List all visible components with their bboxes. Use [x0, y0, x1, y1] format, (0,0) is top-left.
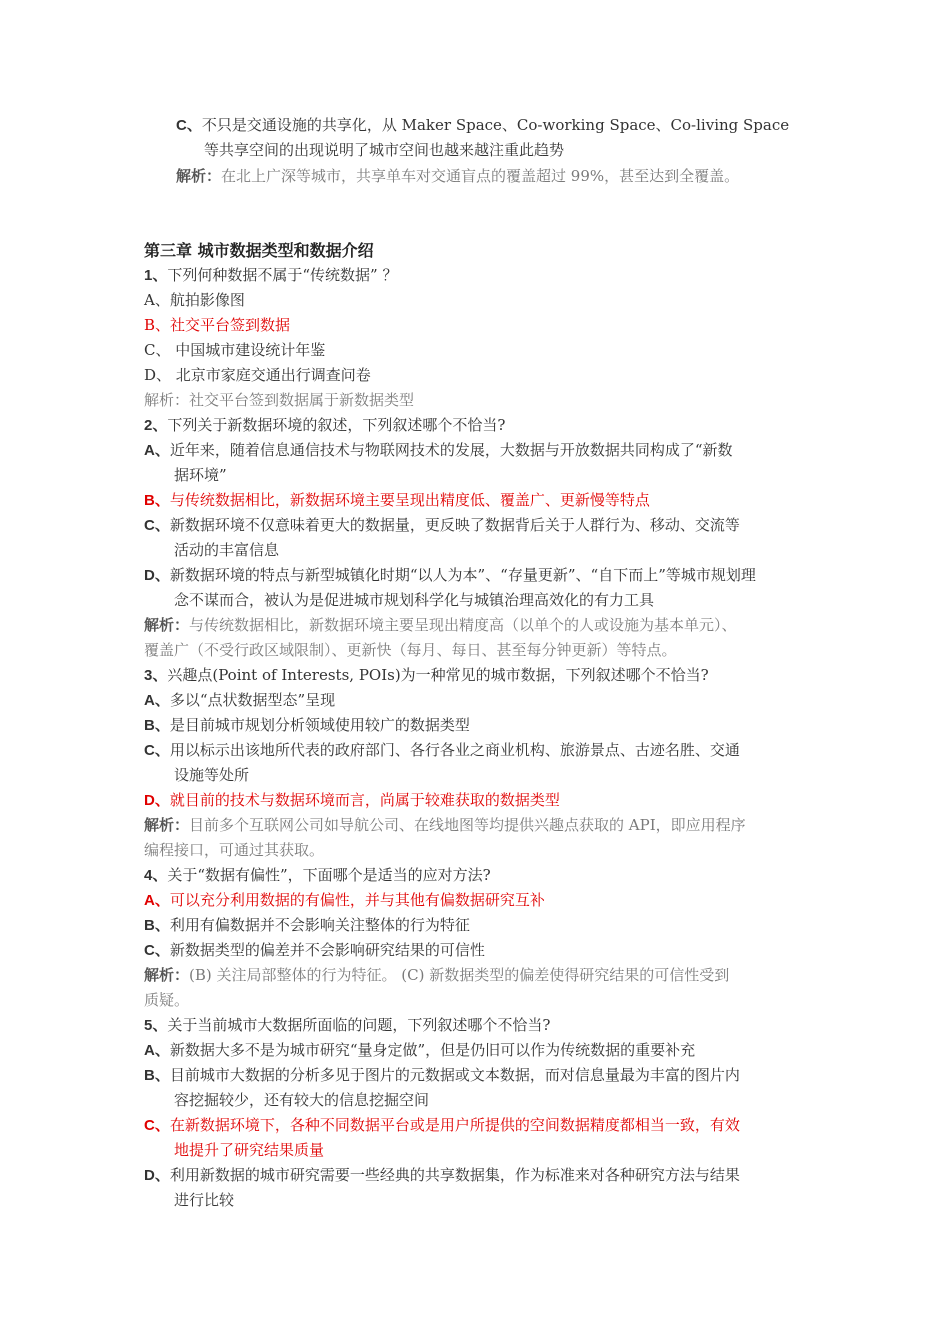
- q4-stem: [144, 863, 491, 888]
- q3-explanation: [144, 813, 746, 838]
- q4-option-c: [144, 938, 485, 963]
- q5-option-b: [144, 1063, 740, 1088]
- q1-explanation: 解析：社交平台签到数据属于新数据类型: [144, 391, 415, 409]
- option-letter: C、: [144, 742, 170, 759]
- option-letter: C、: [144, 517, 170, 534]
- q4-option-b: [144, 913, 470, 938]
- q3-stem: [144, 663, 709, 688]
- explanation-label: 解析：: [144, 816, 190, 834]
- q2-explanation-cont: 覆盖广（不受行政区域限制）、更新快（每月、每日、甚至每分钟更新）等特点。: [144, 641, 677, 659]
- q2-option-c-cont: 活动的丰富信息: [174, 541, 280, 559]
- q5-option-c-cont: 地提升了研究结果质量: [174, 1141, 325, 1159]
- q3-explanation-cont: 编程接口，可通过其获取。: [144, 841, 325, 859]
- question-number: 5、: [144, 1017, 168, 1034]
- question-text: 关于“数据有偏性”，下面哪个是适当的应对方法?: [167, 866, 491, 884]
- q2-option-a: [144, 438, 733, 463]
- q1-option-b: B、社交平台签到数据: [144, 316, 291, 334]
- question-number: 1、: [144, 267, 168, 284]
- q5-stem: [144, 1013, 550, 1038]
- q5-option-c: [144, 1113, 740, 1138]
- explanation-label: 解析：: [144, 616, 190, 634]
- prev-option-c-cont: 等共享空间的出现说明了城市空间也越来越注重此趋势: [204, 141, 565, 159]
- q1-stem: [144, 263, 397, 288]
- option-letter: B、: [144, 492, 170, 509]
- question-text: 下列何种数据不属于“传统数据” ？: [167, 266, 398, 284]
- option-letter: A、: [144, 892, 170, 909]
- chapter-title: 第三章 城市数据类型和数据介绍: [144, 241, 374, 260]
- prev-option-c: [176, 113, 789, 138]
- option-letter: B、: [144, 1067, 170, 1084]
- option-text: 近年来，随着信息通信技术与物联网技术的发展，大数据与开放数据共同构成了“新数: [169, 441, 733, 459]
- option-text: 目前城市大数据的分析多见于图片的元数据或文本数据，而对信息量最为丰富的图片内: [169, 1066, 740, 1084]
- option-letter: B、: [144, 917, 170, 934]
- q3-option-c-cont: 设施等处所: [174, 766, 250, 784]
- explanation-label: 解析：: [176, 167, 222, 185]
- q3-option-a: [144, 688, 335, 713]
- q3-option-b: [144, 713, 470, 738]
- option-text: 新数据环境不仅意味着更大的数据量，更反映了数据背后关于人群行为、移动、交流等: [169, 516, 740, 534]
- option-text: 不只是交通设施的共享化，从 Maker Space、Co-working Space、Co-living Space: [201, 116, 790, 134]
- q5-option-a: [144, 1038, 695, 1063]
- explanation-text: (B) 关注局部整体的行为特征。 (C) 新数据类型的偏差使得研究结果的可信性受到: [189, 966, 730, 984]
- option-text: 是目前城市规划分析领域使用较广的数据类型: [169, 716, 470, 734]
- option-text: 可以充分利用数据的有偏性，并与其他有偏数据研究互补: [169, 891, 545, 909]
- option-letter: D、: [144, 1167, 170, 1184]
- q2-option-c: [144, 513, 740, 538]
- option-letter: D、: [144, 567, 170, 584]
- q5-option-d: [144, 1163, 740, 1188]
- question-number: 3、: [144, 667, 168, 684]
- option-text: 新数据大多不是为城市研究“量身定做”，但是仍旧可以作为传统数据的重要补充: [169, 1041, 696, 1059]
- q1-option-c: C、 中国城市建设统计年鉴: [144, 341, 326, 359]
- question-number: 4、: [144, 867, 168, 884]
- q2-explanation: [144, 613, 737, 638]
- explanation-text: 在北上广深等城市，共享单车对交通盲点的覆盖超过 99%，甚至达到全覆盖。: [221, 167, 740, 185]
- option-text: 利用有偏数据并不会影响关注整体的行为特征: [169, 916, 470, 934]
- question-text: 兴趣点(Point of Interests, POIs)为一种常见的城市数据，下列叙述哪个不恰当?: [167, 666, 709, 684]
- option-text: 新数据环境的特点与新型城镇化时期“以人为本”、“存量更新”、“自下而上”等城市规划理: [169, 566, 756, 584]
- q1-option-d: D、 北京市家庭交通出行调查问卷: [144, 366, 371, 384]
- option-text: 就目前的技术与数据环境而言，尚属于较难获取的数据类型: [169, 791, 560, 809]
- question-text: 关于当前城市大数据所面临的问题，下列叙述哪个不恰当?: [167, 1016, 551, 1034]
- q2-stem: [144, 413, 505, 438]
- q3-option-d: [144, 788, 560, 813]
- option-text: 多以“点状数据型态”呈现: [169, 691, 336, 709]
- explanation-text: 目前多个互联网公司如导航公司、在线地图等均提供兴趣点获取的 API，即应用程序: [189, 816, 746, 834]
- question-number: 2、: [144, 417, 168, 434]
- q2-option-b: [144, 488, 650, 513]
- q4-explanation: [144, 963, 729, 988]
- option-text: 新数据类型的偏差并不会影响研究结果的可信性: [169, 941, 485, 959]
- option-letter: C、: [144, 1117, 170, 1134]
- option-letter: D、: [144, 792, 170, 809]
- q2-option-d: [144, 563, 756, 588]
- option-letter: C、: [144, 942, 170, 959]
- question-text: 下列关于新数据环境的叙述，下列叙述哪个不恰当?: [167, 416, 506, 434]
- option-letter: A、: [144, 692, 170, 709]
- q1-option-a: A、航拍影像图: [144, 291, 245, 309]
- q4-option-a: [144, 888, 545, 913]
- option-text: 在新数据环境下，各种不同数据平台或是用户所提供的空间数据精度都相当一致，有效: [169, 1116, 740, 1134]
- option-letter: A、: [144, 1042, 170, 1059]
- option-text: 用以标示出该地所代表的政府部门、各行各业之商业机构、旅游景点、古迹名胜、交通: [169, 741, 740, 759]
- q4-explanation-cont: 质疑。: [144, 991, 190, 1009]
- q2-option-a-cont: 据环境”: [174, 466, 227, 484]
- q2-option-d-cont: 念不谋而合，被认为是促进城市规划科学化与城镇治理高效化的有力工具: [174, 591, 655, 609]
- q3-option-c: [144, 738, 740, 763]
- option-letter: A、: [144, 442, 170, 459]
- q5-option-d-cont: 进行比较: [174, 1191, 235, 1209]
- option-text: 利用新数据的城市研究需要一些经典的共享数据集，作为标准来对各种研究方法与结果: [169, 1166, 740, 1184]
- option-text: 与传统数据相比，新数据环境主要呈现出精度低、覆盖广、更新慢等特点: [169, 491, 650, 509]
- explanation-text: 与传统数据相比，新数据环境主要呈现出精度高（以单个的人或设施为基本单元）、: [189, 616, 737, 634]
- q5-option-b-cont: 容挖掘较少，还有较大的信息挖掘空间: [174, 1091, 430, 1109]
- option-letter: C、: [176, 117, 202, 134]
- explanation-label: 解析：: [144, 966, 190, 984]
- option-letter: B、: [144, 717, 170, 734]
- prev-explanation: [176, 164, 739, 189]
